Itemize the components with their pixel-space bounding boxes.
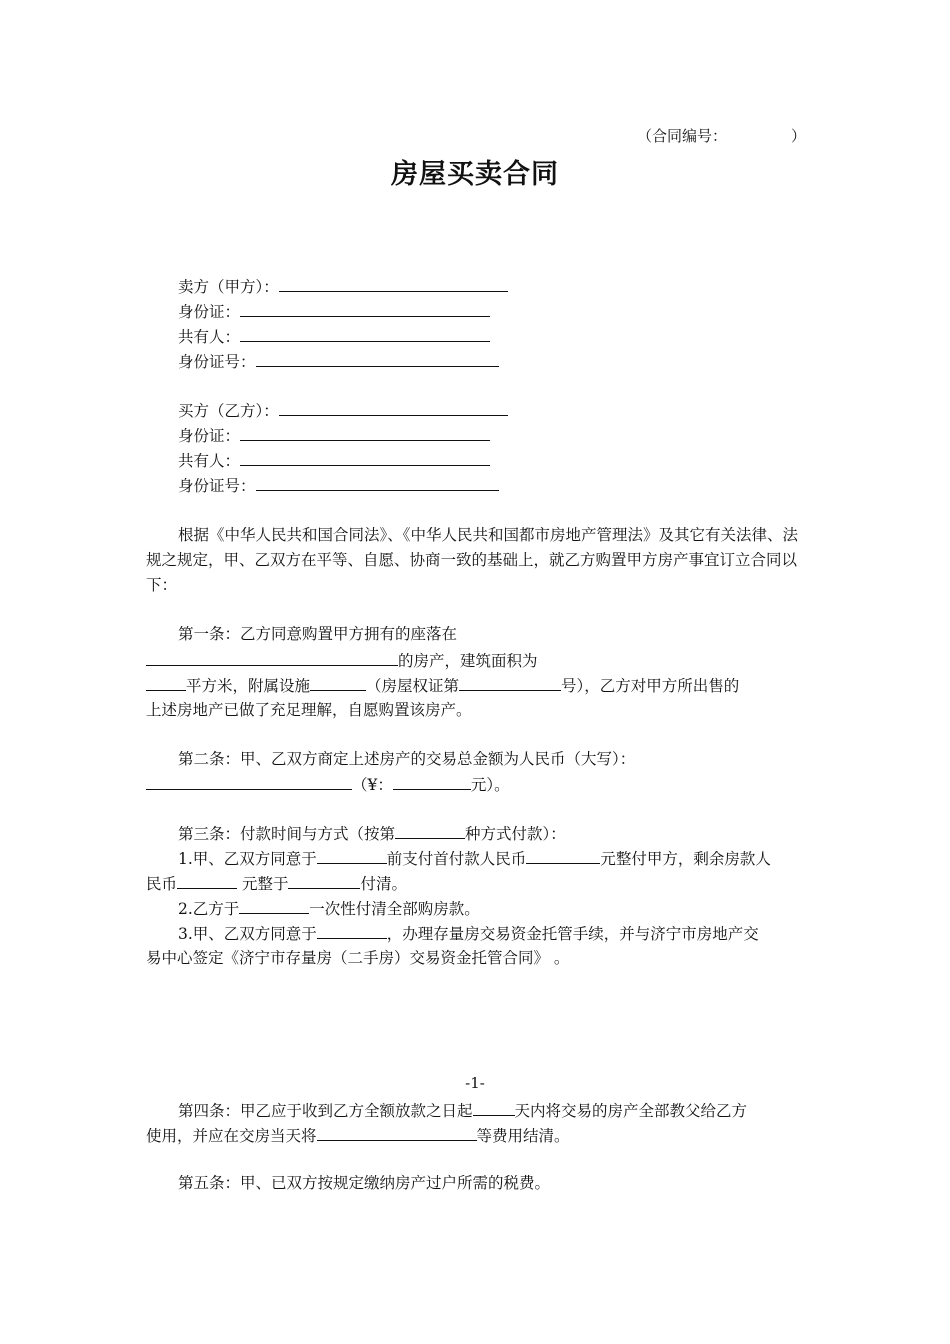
article2-line1: 第二条：甲、乙双方商定上述房产的交易总金额为人民币（大写）： (178, 750, 636, 768)
article1-line3 (146, 675, 739, 696)
article3-opt2-b: 一次性付清全部购房款。 (309, 900, 480, 918)
seller-coowner-id-label: 身份证号： (178, 353, 256, 371)
seller-coowner-id-line (178, 351, 499, 372)
article3-line1-b: 种方式付款）： (465, 825, 566, 843)
article3-opt2-a: 2.乙方于 (178, 900, 240, 918)
seller-id-blank (240, 301, 490, 317)
article3-option2 (178, 898, 480, 919)
contract-number (637, 126, 806, 146)
preamble-paragraph: 根据《中华人民共和国合同法》、《中华人民共和国都市房地产管理法》及其它有关法律、法规之规定，甲、乙双方在平等、自愿、协商一致的基础上，就乙方购置甲方房产事宜订立合同以下： (146, 526, 799, 594)
buyer-coowner-blank (240, 450, 490, 466)
article1-line3-c: 号），乙方对甲方所出售的 (561, 677, 740, 695)
article4-line1-b: 天内将交易的房产全部教父给乙方 (514, 1102, 748, 1120)
article2-line2-b: 元）。 (470, 776, 510, 794)
article3-opt1-c: 元整付甲方，剩余房款人 (600, 850, 771, 868)
seller-name-blank (279, 276, 508, 292)
remaining-amount-blank (177, 873, 237, 889)
buyer-name-line (178, 400, 508, 421)
escrow-date-blank (317, 923, 387, 939)
article5-line1: 第五条：甲、已双方按规定缴纳房产过户所需的税费。 (178, 1174, 551, 1192)
article3-line1-a: 第三条：付款时间与方式（按第 (178, 825, 396, 843)
buyer-id-line (178, 425, 490, 446)
article3-opt3-b: ，办理存量房交易资金托管手续，并与济宁市房地产交 (386, 925, 759, 943)
article4-line1-a: 第四条：甲乙应于收到乙方全额放款之日起 (178, 1102, 473, 1120)
down-payment-amount-blank (526, 848, 600, 864)
buyer-id-blank (240, 425, 490, 441)
article1-line1: 第一条：乙方同意购置甲方拥有的座落在 (178, 625, 458, 643)
article3-option3-line1 (178, 923, 759, 944)
seller-name-line (178, 276, 508, 297)
contract-number-open: （合同编号： (637, 127, 728, 145)
payment-method-blank (395, 823, 465, 839)
article3-option1-line2 (146, 873, 407, 894)
article4-line1 (178, 1100, 747, 1121)
amount-figure-blank (393, 774, 471, 790)
article4-line2-a: 使用，并应在交房当天将 (146, 1127, 317, 1145)
article1-line3-b: （房屋权证第 (366, 677, 460, 695)
amount-words-blank (146, 774, 352, 790)
handover-days-blank (473, 1100, 515, 1116)
full-payment-date-blank (239, 898, 309, 914)
article3-opt3-a: 3.甲、乙双方同意于 (178, 925, 317, 943)
seller-id-label: 身份证： (178, 303, 241, 321)
article2-line2 (146, 774, 510, 795)
article3-opt1-d: 民币 (146, 875, 178, 893)
article3-opt1-f: 付清。 (360, 875, 407, 893)
seller-coowner-line (178, 326, 490, 347)
buyer-coowner-id-label: 身份证号： (178, 477, 256, 495)
article1-line3-a: 平方米，附属设施 (186, 677, 311, 695)
seller-coowner-label: 共有人： (178, 328, 241, 346)
article1-line4: 上述房地产已做了充足理解，自愿购置该房产。 (146, 701, 472, 719)
contract-number-close: ） (791, 127, 807, 145)
article3-line1 (178, 823, 566, 844)
article1-line2-suffix: 的房产，建筑面积为 (398, 652, 538, 670)
facilities-blank (310, 675, 366, 691)
buyer-id-label: 身份证： (178, 427, 241, 445)
seller-coowner-id-blank (256, 351, 499, 367)
buyer-name-label: 买方（乙方）： (178, 402, 279, 420)
article3-option3-line2: 易中心签定《济宁市存量房（二手房）交易资金托管合同》 。 (146, 949, 570, 967)
article3-opt1-a: 1.甲、乙双方同意于 (178, 850, 317, 868)
buyer-coowner-label: 共有人： (178, 452, 241, 470)
seller-name-label: 卖方（甲方）： (178, 278, 279, 296)
article4-line2-b: 等费用结清。 (476, 1127, 570, 1145)
buyer-coowner-id-blank (256, 475, 499, 491)
buyer-coowner-id-line (178, 475, 499, 496)
property-location-blank (146, 650, 398, 666)
article4-line2 (146, 1125, 570, 1146)
seller-id-line (178, 301, 490, 322)
page-number: -1- (465, 1074, 485, 1092)
article3-opt1-e: 元整于 (237, 875, 289, 893)
article1-line2 (146, 650, 538, 671)
document-title: 房屋买卖合同 (391, 159, 559, 190)
certificate-no-blank (459, 675, 561, 691)
down-payment-date-blank (317, 848, 387, 864)
article3-option1-line1 (178, 848, 771, 869)
seller-coowner-blank (240, 326, 490, 342)
buyer-coowner-line (178, 450, 490, 471)
article2-line2-a: （¥： (352, 776, 393, 794)
fees-blank (317, 1125, 477, 1141)
article3-opt1-b: 前支付首付款人民币 (386, 850, 527, 868)
buyer-name-blank (279, 400, 508, 416)
area-blank (146, 675, 186, 691)
remaining-date-blank (288, 873, 360, 889)
